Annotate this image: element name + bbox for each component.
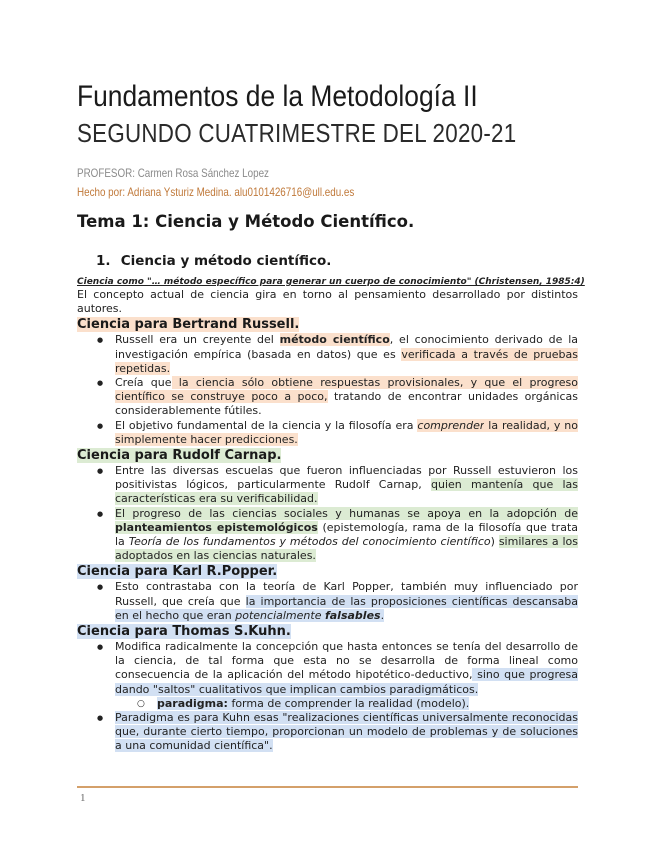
text-run: planteamientos epistemológicos (115, 520, 318, 534)
kuhn-sublist (77, 697, 578, 711)
text-run: Entre las diversas escuelas que fueron influenciadas por Russell estuvieron los positivistas lógicos, particularmente Rudolf Carnap, (115, 464, 578, 492)
text-run: paradigma: (157, 696, 228, 710)
russell-heading (77, 316, 578, 333)
document-subtitle: SEGUNDO CUATRIMESTRE DEL 2020-21 (77, 118, 517, 148)
sub-list-item (77, 697, 578, 711)
text-run: método científico (279, 333, 390, 347)
intro-paragraph: El concepto actual de ciencia gira en torno al pensamiento desarrollado por distintos autores. (77, 288, 578, 316)
text-run: Esto contrastaba con la teoría de Karl Popper, también muy influenciado por Russell, que creía que (115, 580, 578, 608)
footer-divider (77, 786, 578, 788)
text-run: falsables (324, 608, 381, 622)
document-title: Fundamentos de la Metodología II (77, 80, 478, 113)
text-run: Teoría de los fundamentos y métodos del conocimiento científico (128, 535, 491, 549)
popper-heading (77, 563, 578, 580)
text-run: , el conocimiento derivado de la investigación empírica (basada en datos) que es (115, 333, 579, 361)
section-heading (96, 252, 331, 270)
text-run: Creía que (115, 376, 172, 390)
page-number: 1 (80, 792, 86, 804)
list-item (77, 419, 578, 447)
text-run: Modifica radicalmente la concepción que hasta entonces se tenía del desarrollo de la ciencia, de tal forma que esta no se desarrolla de forma lineal como consecuencia de la aplicación del método hipotético-deductivo, (115, 640, 578, 682)
kuhn-list-2 (77, 711, 578, 754)
text-run: forma de comprender la realidad (modelo). (227, 696, 470, 710)
list-item (77, 464, 578, 507)
list-item (77, 580, 578, 623)
kuhn-heading-text: Ciencia para Thomas S.Kuhn. (77, 624, 291, 640)
text-run: El progreso de las ciencias sociales y humanas se apoya en la adopción de (115, 506, 578, 520)
text-run: tratando de encontrar unidades orgánicas considerablemente fútiles. (115, 390, 579, 418)
list-item (77, 711, 578, 754)
popper-list (77, 580, 578, 623)
section-title: Ciencia y método científico. (120, 253, 332, 269)
text-run: . (380, 608, 385, 622)
text-run: similares a los adoptados en las ciencias naturales. (115, 535, 579, 563)
text-run: la realidad, y no simplemente hacer predicciones. (115, 418, 579, 446)
text-run: Paradigma es para Kuhn esas "realizaciones científicas universalmente reconocidas que, durante cierto tiempo, proporcionan un modelo de problemas y de soluciones a una comunidad científica". (115, 711, 578, 753)
kuhn-heading (77, 623, 578, 640)
carnap-heading (77, 447, 578, 464)
chapter-heading: Tema 1: Ciencia y Método Científico. (77, 212, 415, 231)
text-run: sino que progresa dando "saltos" cualitativos que implican cambios paradigmáticos. (115, 668, 578, 696)
list-item (77, 507, 578, 564)
definition-quote: Ciencia como "… método específico para generar un cuerpo de conocimiento" (Christensen, 1985:4) (77, 277, 585, 287)
author-line: Hecho por: Adriana Ysturiz Medina. alu0101426716@ull.edu.es (77, 185, 355, 199)
russell-list (77, 333, 578, 447)
kuhn-list (77, 640, 578, 697)
professor-line: PROFESOR: Carmen Rosa Sánchez Lopez (77, 166, 269, 180)
text-run: quien mantenía que las características era su verificabilidad. (115, 478, 579, 506)
carnap-heading-text: Ciencia para Rudolf Carnap. (77, 448, 282, 464)
popper-heading-text: Ciencia para Karl R.Popper. (77, 564, 278, 580)
carnap-list (77, 464, 578, 563)
body-content (77, 277, 585, 754)
text-run: verificada a través de pruebas repetidas. (115, 347, 578, 375)
text-run: comprender (417, 418, 485, 432)
list-item (77, 333, 578, 376)
text-run: potencialmente (235, 608, 325, 622)
russell-heading-text: Ciencia para Bertrand Russell. (77, 317, 300, 333)
text-run: la ciencia sólo obtiene respuestas provisionales, y que el progreso científico se construye poco a poco, (115, 376, 578, 404)
list-item (77, 376, 578, 419)
text-run: (epistemología, rama de la filosofía que trata la (115, 520, 578, 549)
text-run: El objetivo fundamental de la ciencia y la filosofía era (115, 418, 418, 432)
text-run: la importancia de las proposiciones científicas descansaba en el hecho que eran (115, 594, 578, 622)
text-run: ) (490, 535, 499, 549)
list-item (77, 640, 578, 697)
text-run: Russell era un creyente del (115, 333, 280, 347)
section-number: 1. (96, 253, 111, 269)
